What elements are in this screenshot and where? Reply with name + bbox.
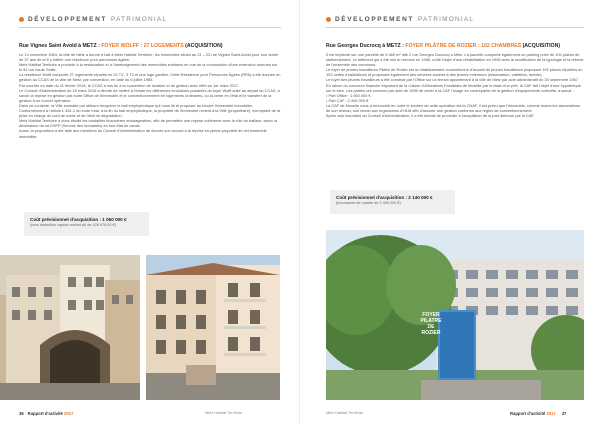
report-year: 2017 — [546, 411, 556, 416]
page-number: 37 — [561, 411, 567, 416]
callout-amount: Coût prévisionnel d'acquisition : 2 140 000 € — [336, 195, 433, 200]
bullet-dot-icon — [326, 17, 331, 22]
paragraph: En raison du concours financier important de la Caisse d'Allocations Familiales de Moselle par le biais d'un prêt, la CAF fait l'objet d'une hypothèque sur le bien. Les parties ont convenu par acte de 1998 de céder à la CAF l'usage en contrepartie de la gestion d'équipements collectifs, à savoir : — [326, 82, 581, 93]
paragraph: Conformément à l'article L 451-1 du code rural, à la fin du bail emphytéotique, la propriété de l'immeuble revient à la Ville (propriétaire), exemptant de la prise en charge du coût de sortie et de l'état de dégradation. — [19, 108, 281, 119]
paragraph: La CAF de Moselle nous a renouvelé en outre le soutien de cette opération via la CNAF, il est prévu que l'immeuble, comme toutes les associations de son réseau, soit vendu aux organismes d'HLM afin d'assurer une gestion conforme aux règles de conventionnement. — [326, 102, 580, 114]
title-prefix: Rue Vignes Saint Avold à METZ : — [19, 43, 100, 49]
paragraph: Metz Habitat Territoire a donc étudié les modalités financières envisageables, afin de permettre une reprise cohérente avec le rôle du bailleur, selon la déclinaison de sa DSFP (Service des domaines) en tout état de cause. — [19, 118, 277, 129]
page-number: 36 — [19, 411, 24, 416]
list-item: • Part Office : 1 060 000 € — [326, 92, 371, 98]
cost-callout — [330, 190, 455, 214]
block-title — [19, 43, 281, 49]
sign-line: ROZIER — [421, 330, 441, 336]
title-suffix: (ACQUISITION) — [521, 43, 561, 49]
header-title: DÉVELOPPEMENT — [28, 15, 107, 23]
foyer-building-photo — [326, 230, 584, 400]
paragraph: Après avis favorable du Conseil d'Administration, il a été décidé de procéder à l'acquisition de la part détenue par la CAF. — [326, 113, 535, 119]
body-text — [326, 52, 584, 118]
paragraph: Le foyer des jeunes travailleurs a été construit par l'Office sur un terrain appartenant à la ville de Metz par acte administratif du 30 septembre 1967. — [326, 77, 580, 83]
paragraph: Par courrier en date du 11 février 2016, le CCAS a mis fin à la convention de location et de gestion avec effet au 1er mars 2017. — [19, 82, 240, 88]
header-title: DÉVELOPPEMENT — [335, 15, 414, 23]
header-subtitle: PATRIMONIAL — [110, 15, 168, 23]
paragraph: Metz Habitat Territoire a procédé à la restauration et à l'aménagement des immeubles existants en vue de la construction d'une extension donnant sur le 52 rue haute Seille. — [19, 62, 278, 73]
footer-organization: Metz Habitat Territoire — [326, 411, 364, 415]
right-page — [300, 0, 600, 424]
paragraph: Aussi, la proposition a été faite aux membres du Conseil d'Administration de donner son accord à la reprise en pleine propriété de cet ensemble immobilier. — [19, 128, 267, 139]
foyer-building-image — [326, 230, 584, 400]
page-footer — [510, 411, 570, 416]
header-rule — [19, 27, 281, 28]
title-prefix: Rue Georges Ducrocq à METZ : — [326, 43, 404, 49]
block-title — [326, 43, 584, 49]
bullet-dot-icon — [19, 17, 24, 22]
sign-line: DE — [427, 324, 435, 330]
report-label-text: Rapport d'activité — [510, 411, 547, 416]
paragraph: Il est implanté sur une parcelle de 9 460 m² dite 2 rue Georges Ducrocq à Metz. La parcelle comporte également un parking privé de 100 places de stationnement. Le bâtiment qui a été mis en service en 1966, a fait l'objet d'une réhabilitation en 1995 avec la modification de la typologie et la refonte de l'ensemble des communs. — [326, 52, 584, 68]
callout-note: (hors déduction capital restant dû de 428 976,00 €) — [30, 223, 116, 227]
foyer-sign — [414, 312, 448, 336]
paragraph: Le 14 novembre 1984, la ville de Metz a donné à bail à Metz Habitat Territoire, les immeubles situés au 21 – 23 rue Vignes Saint-Avold pour une durée de 37 ans dit et 6 y édifier une résidence pour personnes âgées. — [19, 52, 279, 63]
callout-note: (honoraires de notaire de 2 400 000 €) — [336, 201, 401, 205]
page-footer — [19, 411, 73, 416]
sign-line: PILATRE — [420, 318, 442, 324]
report-label — [510, 411, 556, 416]
residence-facade-image — [146, 255, 280, 400]
cost-callout — [24, 212, 149, 236]
section-header — [19, 14, 167, 24]
header-rule — [326, 27, 584, 28]
header-subtitle: PATRIMONIAL — [417, 15, 475, 23]
courtyard-building-image — [0, 255, 140, 400]
report-label — [28, 411, 74, 416]
list-item: • Part CAF : 2 400 000 € — [326, 97, 369, 103]
paragraph: Le Conseil d'Administration du 15 mars 2016 a décidé de mettre à l'étude les différentes évolutions possibles du foyer Wolff suite au départ du CCAS, à savoir la reprise en gestion par notre Office de l'immeuble et le conventionnement en logements ordinaires, ou la vente en l'état et le transfert de la gestion à un nouvel opérateur. — [19, 87, 280, 103]
residence-facade-photo — [146, 255, 280, 400]
title-accent: FOYER WOLFF : 27 LOGEMENTS — [99, 43, 184, 49]
sign-line: FOYER — [422, 312, 440, 318]
report-label-text: Rapport d'activité — [27, 411, 65, 416]
footer-organization: Metz Habitat Territoire — [205, 411, 243, 415]
callout-amount: Coût prévisionnel d'acquisition : 1 060 000 € — [30, 217, 127, 222]
report-year: 2017 — [64, 411, 74, 416]
courtyard-building-photo — [0, 255, 140, 400]
paragraph: La résidence Wolff comporte 27 logements répartis en 24 T1', 3 T2 et une loge gardien. Cette Résidence pour Personnes Âgées (RPA) a été donnée en gestion au CCAS de la ville de Metz, par convention, en date du 6 juillet 1985. — [19, 72, 281, 83]
section-header — [326, 14, 474, 24]
title-suffix: (ACQUISITION) — [183, 43, 223, 49]
paragraph: Le foyer de jeunes travailleurs Pilâtre de Rozier est un établissement conventionné d'accueil de jeunes travailleurs proposant 102 places réparties en 102 unités d'habitations et proposant également des services ouverts à des jeunes extérieurs (restauration, cafétéria, laverie). — [326, 67, 583, 78]
title-accent: FOYER PILÂTRE DE ROZIER : 102 CHAMBRES — [403, 43, 522, 49]
body-text — [19, 52, 281, 139]
paragraph: Dans ce contexte, la Ville souhaite par ailleurs récupérer le bail emphytéotique qui nous lie et proposer au foncier l'ensemble immobilier. — [19, 102, 254, 108]
